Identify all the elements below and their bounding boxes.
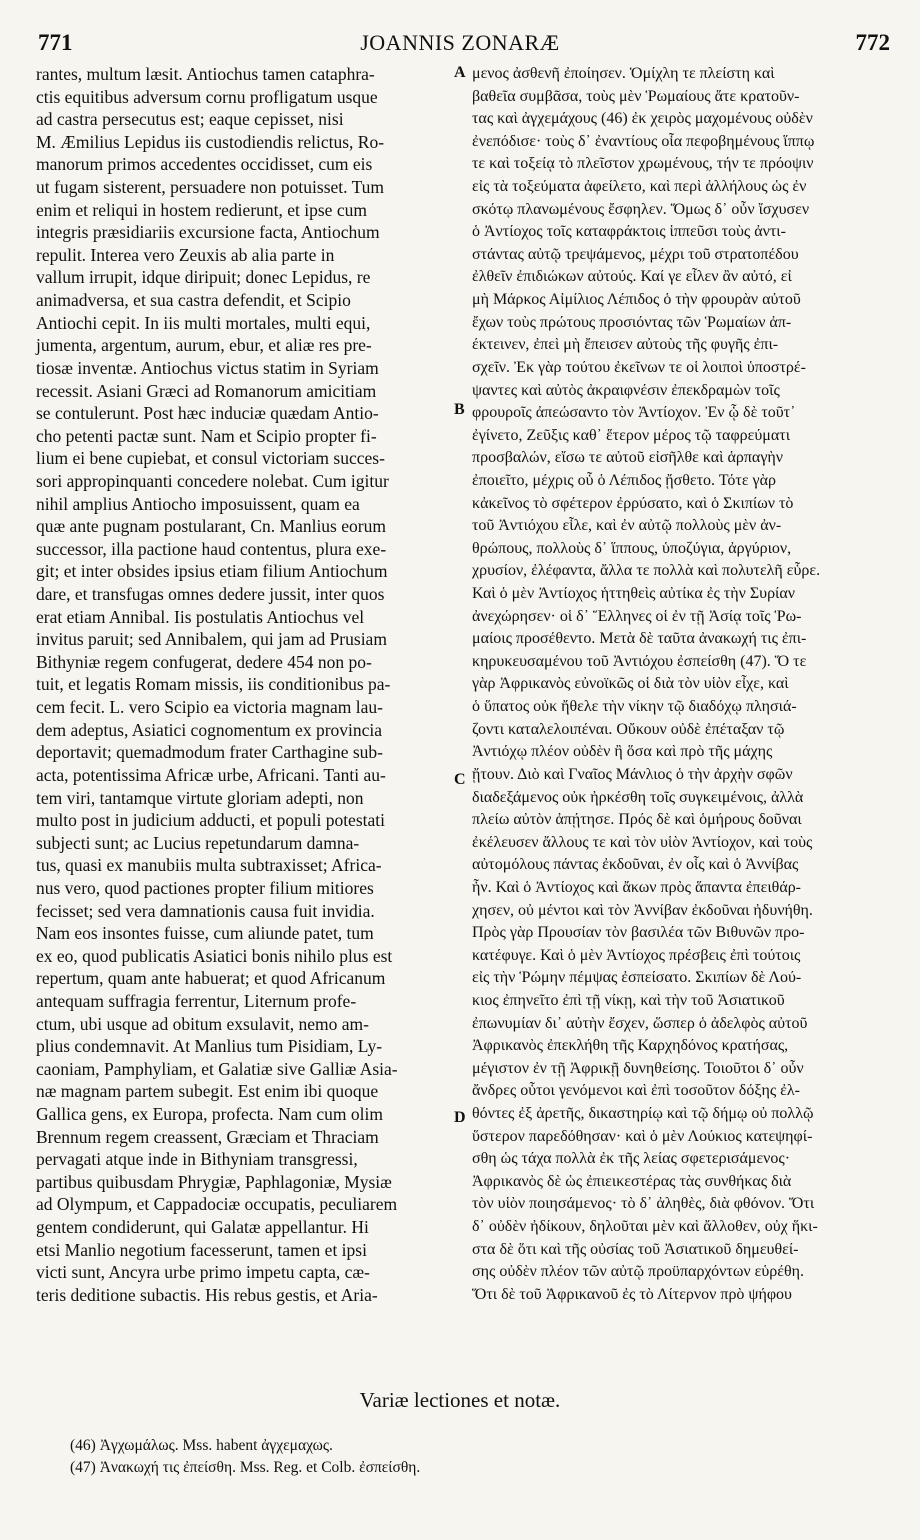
greek-text-line: δ᾽ οὐδὲν ἠδίκουν, δηλοῦται μὲν καὶ ἄλλοθεν, οὐχ ἥκι- xyxy=(472,1218,818,1236)
latin-text-line: nus vero, quod pactiones propter filium mitiores xyxy=(36,877,374,898)
latin-text-line: acta, potentissima Africæ urbe, Africani. Tanti au- xyxy=(36,764,386,785)
greek-text-line: ὕστερον παρεδόθησαν· καὶ ὁ μὲν Λούκιος κατεψηφί- xyxy=(472,1127,813,1145)
greek-text-line: ἄνδρες οὗτοι γενόμενοι καὶ ἐπὶ τοσοῦτον δόξης ἐλ- xyxy=(472,1082,800,1100)
latin-text-line: ctum, ubi usque ad obitum exsulavit, nemo am- xyxy=(36,1013,369,1034)
greek-text-line: κιος ἐπηνεῖτο ἐπὶ τῇ νίκῃ, καὶ τὴν τοῦ Ἀσιατικοῦ xyxy=(472,991,785,1009)
latin-text-line: etsi Manlio negotium facesserunt, tamen et ipsi xyxy=(36,1239,367,1260)
latin-text-line: nihil amplius Antiocho imposuissent, quam ea xyxy=(36,493,360,514)
greek-text-line: ᾔτουν. Διὸ καὶ Γναῖος Μάνλιος ὁ τὴν ἀρχὴν σφῶν xyxy=(472,765,793,783)
greek-text-line: στα δὲ ὅτι καὶ τῆς οὐσίας τοῦ Ἀσιατικοῦ δημευθεί- xyxy=(472,1240,799,1258)
greek-text-line: ὁ Ἀντίοχος τοῖς καταφράκτοις ἱππεῦσι τοὺς ἀντι- xyxy=(472,223,786,241)
greek-text-line: ἔχων τοὺς πρώτους προσιόντας τῶν Ῥωμαίων ἀπ- xyxy=(472,313,792,331)
greek-text-line: ἐγίνετο, Ζεῦξις καθ᾽ ἕτερον μέρος τῷ ταφρεύματι xyxy=(472,426,790,444)
greek-text-line: κατέφυγε. Καὶ ὁ μὲν Ἀντίοχος πρέσβεις ἐπὶ τούτοις xyxy=(472,946,801,964)
latin-text-line: partibus quibusdam Phrygiæ, Paphlagoniæ, Mysiæ xyxy=(36,1171,392,1192)
left-page-number: 771 xyxy=(38,30,73,55)
section-marker-a: A xyxy=(454,64,466,81)
latin-text-line: cho petenti pactæ sunt. Nam et Scipio propter fi- xyxy=(36,425,377,446)
greek-text-line: ἐποιεῖτο, μέχρις οὗ ὁ Λέπιδος ᾔσθετο. Τότε γὰρ xyxy=(472,471,776,489)
page-header xyxy=(30,30,890,60)
greek-text-line: ἐκέλευσεν ἄλλους τε καὶ τὸν υἱὸν Ἀντίοχον, καὶ τοὺς xyxy=(472,833,813,851)
latin-text-line: animadversa, et sua castra defendit, et Scipio xyxy=(36,290,351,311)
greek-text-line: εἰς τὰ τοξεύματα ἀφείλετο, καὶ περὶ ἀλλήλους ὡς ἐν xyxy=(472,178,807,196)
latin-text-line: git; et inter obsides ipsius etiam filium Antiochum xyxy=(36,561,388,582)
latin-text-line: Gallica gens, ex Europa, profecta. Nam cum olim xyxy=(36,1104,383,1125)
latin-text-line: fecisset; sed vera damnationis causa fuit invidia. xyxy=(36,900,375,921)
latin-text-line: ut fugam sisterent, persuadere non potuisset. Tum xyxy=(36,177,385,198)
latin-text-line: Bithyniæ regem confugerat, dedere 454 non po- xyxy=(36,651,372,672)
latin-text-line: antequam suffragia ferrentur, Liternum profe- xyxy=(36,990,357,1011)
latin-text-line: Nam eos insontes fuisse, cum aliunde patet, tum xyxy=(36,923,374,944)
greek-text-line: στάντας αὐτῷ τρεψάμενος, μέχρι τοῦ στρατοπέδου xyxy=(472,245,799,263)
greek-text-line: Ἀφρικανὸς ἐπεκλήθη τῆς Καρχηδόνος κρατήσας, xyxy=(472,1037,789,1055)
greek-text-line: χησεν, οὐ μέντοι καὶ τὸν Ἀννίβαν ἐκδοῦναι ἠδυνήθη. xyxy=(472,901,813,919)
section-marker-d: D xyxy=(454,1109,466,1126)
greek-text-line: διαδεξάμενος οὐκ ἠρκέσθη τοῖς συγκειμένοις, ἀλλὰ xyxy=(472,788,804,806)
greek-text-line: ὁ ὕπατος οὐκ ἤθελε τὴν νίκην τῷ διαδόχῳ πλησιά- xyxy=(472,698,797,716)
latin-text-line: caoniam, Pamphyliam, et Galatiæ sive Galliæ Asia- xyxy=(36,1058,398,1079)
greek-text-line: φρουροῖς ἀπεώσαντο τὸν Ἀντίοχον. Ἐν ᾧ δὲ τοῦτ᾽ xyxy=(472,404,796,422)
greek-text-line: τὸν υἱὸν ποιησάμενος· τὸ δ᾽ ἀληθὲς, διὰ φθόνον. Ὅτι xyxy=(472,1195,815,1213)
latin-text-line: integris præsidiariis excursione facta, Antiochum xyxy=(36,222,380,243)
greek-text-line: πλείω αὐτὸν ἀπῄτησε. Πρός δὲ καὶ ὁμήρους δοῦναι xyxy=(472,811,802,829)
latin-text-line: subjecti sunt; ac Lucius repetundarum damna- xyxy=(36,832,360,853)
latin-text-line: successor, illa pactione haud contentus, plura exe- xyxy=(36,538,387,559)
greek-text-line: αὐτομόλους πάντας ἐκδοῦναι, ἐν οἷς καὶ ὁ Ἀννίβας xyxy=(472,856,799,874)
latin-text-line: manorum primos accedentes occidisset, cum eis xyxy=(36,154,373,175)
greek-text-line: προσβαλών, εἴσω τε αὐτοῦ εἰσῆλθε καὶ ἁρπαγὴν xyxy=(472,449,783,467)
running-title: JOANNIS ZONARÆ xyxy=(360,30,560,55)
latin-text-line: enim et reliqui in hostem redierunt, et ipse cum xyxy=(36,199,367,220)
latin-text-line: tuit, et legatis Romam missis, iis conditionibus pa- xyxy=(36,674,391,695)
latin-text-line: rantes, multum læsit. Antiochus tamen cataphra- xyxy=(36,64,375,84)
latin-text-line: ad Olympum, et Cappadociæ occupatis, peculiarem xyxy=(36,1194,398,1215)
greek-text-line: εἰς τὴν Ῥώμην πέμψας ἐσπείσατο. Σκιπίων δὲ Λού- xyxy=(472,969,802,987)
greek-text-line: μέγιστον ἐν τῇ Ἀφρικῇ δυνηθείσης. Τοιοῦτοι δ᾽ οὖν xyxy=(472,1059,804,1077)
latin-text-line: quæ ante pugnam postularant, Cn. Manlius eorum xyxy=(36,516,386,537)
latin-text-line: jumenta, argentum, aurum, ebur, et aliæ res pre- xyxy=(36,335,372,356)
greek-text-line: Ἀντιόχῳ πλέον οὐδὲν ἢ ὅσα καὶ πρὸ τῆς μάχης xyxy=(472,743,773,761)
greek-text-line: ἐπωνυμίαν δι᾽ αὐτὴν ἔσχεν, ὥσπερ ὁ ἀδελφὸς αὐτοῦ xyxy=(472,1014,808,1032)
greek-text-line: μενος ἀσθενῆ ἐποίησεν. Ὁμίχλη τε πλείστη καὶ xyxy=(472,65,775,82)
greek-text-line: σκότῳ πλανωμένους ἔσφηλεν. Ὅμως δ᾽ οὖν ἴσχυσεν xyxy=(472,200,810,218)
latin-column xyxy=(36,63,448,1307)
footnote-46: (46) Ἀγχωμάλως. Mss. habent ἀγχεμαχως. xyxy=(70,1437,333,1454)
greek-text-line: ἐλθεῖν ἐπιδιώκων αὐτούς. Καί γε εἷλεν ἂν αὐτό, εἰ xyxy=(472,268,792,286)
footnote-47: (47) Ἀνακωχή τις ἐπείσθη. Mss. Reg. et Colb. ἐσπείσθη. xyxy=(70,1459,421,1476)
latin-text-line: erat etiam Annibal. Iis postulatis Antiochus vel xyxy=(36,606,365,627)
greek-text-line: ψαντες καὶ αὐτὸς ἀκραιφνέσιν ἐπεκδραμὼν τοῖς xyxy=(472,381,780,399)
greek-text-line: θρώπους, πολλοὺς δ᾽ ἵππους, ὑποζύγια, ἀργύριον, xyxy=(472,539,792,557)
latin-text-line: ex eo, quod publicatis Asiatici bonis nihilo plus est xyxy=(36,945,393,966)
latin-text-line: recessit. Asiani Græci ad Romanorum amicitiam xyxy=(36,380,377,401)
greek-text-line: τας καὶ ἀγχεμάχους (46) ἐκ χειρὸς μαχομένους οὐδὲν xyxy=(472,110,813,128)
latin-text-line: repertum, quam ante habuerat; et quod Africanum xyxy=(36,968,386,989)
greek-text-line: μαίοις προσέθεντο. Μετὰ δὲ ταῦτα ἀνακωχή τις ἐπι- xyxy=(472,630,807,648)
latin-text-line: vallum irrupit, idque diripuit; donec Lepidus, re xyxy=(36,267,371,288)
greek-text-line: κἀκεῖνος τὸ σφέτερον ἐρρύσατο, καὶ ὁ Σκιπίων τὸ xyxy=(472,494,794,512)
latin-text-line: deportavit; quemadmodum frater Carthagine sub- xyxy=(36,742,383,763)
latin-text-line: Antiochi cepit. In iis multi mortales, multi equi, xyxy=(36,312,371,333)
greek-text-line: μὴ Μάρκος Αἰμίλιος Λέπιδος ὁ τὴν φρουρὰν αὐτοῦ xyxy=(472,291,801,309)
greek-text-line: ἀνεχώρησεν· οἱ δ᾽ Ἕλληνες οἱ ἐν τῇ Ἀσίᾳ τοῖς Ῥω- xyxy=(472,607,802,625)
latin-text-line: cem fecit. L. vero Scipio ea victoria magnam lau- xyxy=(36,697,383,718)
latin-text-line: næ magnam partem subegit. Est enim ibi quoque xyxy=(36,1081,379,1102)
notes-heading: Variæ lectiones et notæ. xyxy=(359,1388,561,1412)
right-page-number: 772 xyxy=(855,30,890,55)
latin-text-line: se contulerunt. Post hæc induciæ quædam Antio- xyxy=(36,403,379,424)
latin-text-line: multo post in judicium adducti, et populi potestati xyxy=(36,810,385,831)
greek-text-line: ἐνεπόδισε· τοὺς δ᾽ ἐναντίους οἷα πεφοβημένους ἵππῳ xyxy=(472,132,815,150)
greek-text-line: Ὅτι δὲ τοῦ Ἀφρικανοῦ ἐς τὸ Λίτερνον πρὸ ψήφου xyxy=(472,1285,792,1303)
greek-text-line: σης οὐδὲν πλέον τῶν αὐτῷ προϋπαρχόντων εὑρέθη. xyxy=(472,1263,804,1281)
latin-text-line: repulit. Interea vero Zeuxis ab alia parte in xyxy=(36,244,335,265)
latin-text-line: dare, et transfugas omnes dedere jussit, inter quos xyxy=(36,584,385,605)
latin-text-line: victi sunt, Ancyra urbe primo impetu capta, cæ- xyxy=(36,1262,370,1283)
section-marker-b: B xyxy=(454,401,465,418)
greek-text-line: Πρὸς γὰρ Προυσίαν τὸν βασιλέα τῶν Βιθυνῶν προ- xyxy=(472,924,805,942)
latin-text-line: dem adeptus, Asiatici cognomentum ex provincia xyxy=(36,719,383,740)
latin-text-line: ctis equitibus adversum cornu profligatum usque xyxy=(36,86,378,107)
latin-text-line: lium ei bene cupiebat, et consul victoriam succes- xyxy=(36,448,385,469)
latin-text-line: Brennum regem creassent, Græciam et Thraciam xyxy=(36,1126,379,1147)
greek-column xyxy=(472,63,892,1307)
greek-text-line: ἦν. Καὶ ὁ Ἀντίοχος καὶ ἄκων πρὸς ἅπαντα ἐπειθάρ- xyxy=(472,878,802,896)
greek-text-line: γὰρ Ἀφρικανὸς εὐνοϊκῶς οἱ διὰ τὸν υἱὸν εἶχε, καὶ xyxy=(472,675,789,693)
latin-text-line: M. Æmilius Lepidus iis custodiendis relictus, Ro- xyxy=(36,131,385,152)
latin-text-line: tus, quasi ex manubiis multa subtraxisset; Africa- xyxy=(36,855,382,876)
greek-text-line: Ἀφρικανὸς δὲ ὡς ἐπιεικεστέρας τὰς συνθήκας διὰ xyxy=(472,1172,792,1190)
greek-text-line: βαθεῖα συμβᾶσα, τοὺς μὲν Ῥωμαίους ἅτε κρατοῦν- xyxy=(472,87,800,105)
latin-text-line: plius condemnavit. At Manlius tum Pisidiam, Ly- xyxy=(36,1036,383,1057)
greek-text-line: ζοντι καταλελοιπέναι. Οὔκουν οὐδὲ ἐπέταξαν τῷ xyxy=(472,720,785,738)
greek-text-line: χρυσίον, ἐλέφαντα, ἄλλα τε πολλὰ καὶ πολυτελῆ εὗρε. xyxy=(472,562,821,580)
latin-text-line: tiosæ inventæ. Antiochus victus statim in Syriam xyxy=(36,357,379,378)
latin-text-line: gentem condiderunt, qui Galatæ appellantur. Hi xyxy=(36,1217,369,1238)
latin-text-line: invitus paruit; sed Annibalem, qui jam ad Prusiam xyxy=(36,629,387,650)
latin-text-line: tem viri, tantamque virtute gloriam adepti, non xyxy=(36,787,364,808)
greek-text-line: σθη ὡς τάχα πολλὰ ἐκ τῆς λείας σφετερισάμενος· xyxy=(472,1150,791,1168)
latin-text-line: sori appropinquanti concedere nolebat. Cum igitur xyxy=(36,470,389,491)
latin-text-line: pervagati atque inde in Bithyniam transgressi, xyxy=(36,1149,358,1170)
greek-text-line: έκτεινεν, ἐπεὶ μὴ ἔπεισεν αὐτοὺς τῆς φυγῆς ἐπι- xyxy=(472,336,779,354)
greek-text-line: θόντες ἐξ ἀρετῆς, δικαστηρίῳ καὶ τῷ δήμῳ οὐ πολλῷ xyxy=(472,1105,814,1123)
greek-text-line: τοῦ Ἀντιόχου εἷλε, καὶ ἐν αὐτῷ πολλοὺς μὲν ἀν- xyxy=(472,517,782,535)
greek-text-line: κηρυκευσαμένου τοῦ Ἀντιόχου ἐσπείσθη (47). Ὅ τε xyxy=(472,652,807,670)
section-marker-c: C xyxy=(454,771,466,788)
greek-text-line: σχεῖν. Ἐκ γὰρ τούτου ἐκεῖνων τε οἱ λοιποὶ ὑποστρέ- xyxy=(472,358,806,376)
greek-text-line: τε καὶ τοξείᾳ τὸ πλεῖστον χρωμένους, τήν τε πρόοψιν xyxy=(472,155,814,173)
greek-text-line: Καὶ ὁ μὲν Ἀντίοχος ἡττηθεὶς αὐτίκα ἐς τὴν Συρίαν xyxy=(472,585,795,603)
latin-text-line: ad castra persecutus est; eaque cepisset, nisi xyxy=(36,109,344,130)
latin-text-line: teris deditione subactis. His rebus gestis, et Aria- xyxy=(36,1284,378,1305)
